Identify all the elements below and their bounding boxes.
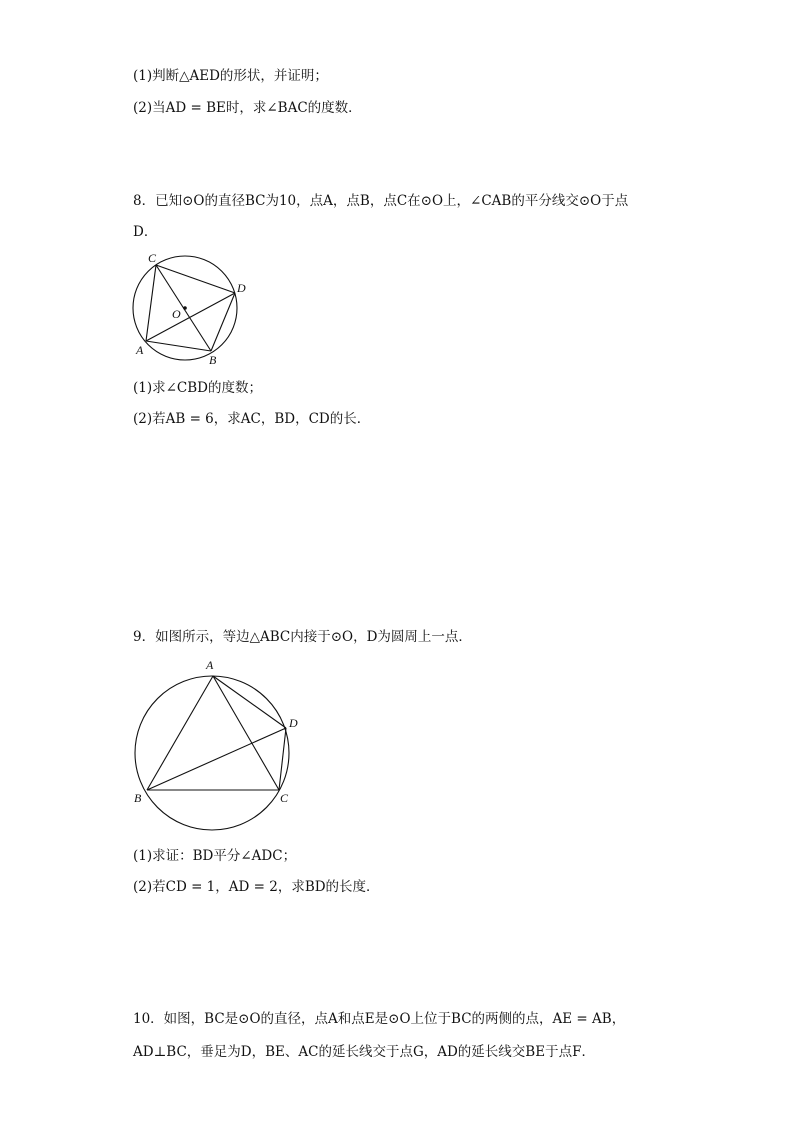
q9-label-a: A [206, 658, 214, 672]
q8-segment-ab [146, 341, 211, 351]
q9-circle [135, 676, 289, 830]
q9-label-b: B [134, 791, 142, 805]
q9-part1: (1)求证：BD平分∠ADC； [133, 848, 297, 864]
q9-segment-cd [279, 728, 286, 790]
q9-segment-ac [213, 676, 279, 790]
q10-stem-line1: 10．如图，BC是⊙O的直径，点A和点E是⊙O上位于BC的两侧的点，AE = AB， [133, 1011, 626, 1027]
q8-segment-ca [146, 265, 156, 341]
q8-part2: (2)若AB = 6，求AC，BD，CD的长． [133, 411, 371, 427]
q8-label-o: O [172, 307, 181, 321]
q9-segment-ab [147, 676, 213, 790]
q9-stem: 9．如图所示，等边△ABC内接于⊙O，D为圆周上一点． [133, 629, 472, 645]
q8-label-a: A [136, 343, 144, 357]
q9-segment-bd [147, 728, 286, 790]
q8-label-b: B [209, 353, 217, 367]
q8-stem-line1: 8．已知⊙O的直径BC为10，点A，点B，点C在⊙O上，∠CAB的平分线交⊙O于点 [133, 193, 629, 209]
q8-segment-bd [211, 293, 235, 351]
q7-part2: (2)当AD = BE时，求∠BAC的度数． [133, 100, 362, 116]
q7-part1: (1)判断△AED的形状，并证明； [133, 68, 328, 84]
q9-label-d: D [289, 716, 298, 730]
q8-label-d: D [237, 281, 246, 295]
q8-center-point [183, 306, 187, 310]
q8-segment-cd [156, 265, 235, 293]
q8-part1: (1)求∠CBD的度数； [133, 380, 263, 396]
q8-segment-ad [146, 293, 235, 341]
q10-stem-line2: AD⊥BC，垂足为D，BE、AC的延长线交于点G，AD的延长线交BE于点F． [133, 1044, 595, 1060]
q9-segment-ad [213, 676, 286, 728]
q8-label-c: C [148, 251, 157, 265]
q8-stem-line2: D． [133, 224, 158, 240]
q9-label-c: C [280, 791, 289, 805]
q9-part2: (2)若CD = 1，AD = 2，求BD的长度． [133, 879, 380, 895]
